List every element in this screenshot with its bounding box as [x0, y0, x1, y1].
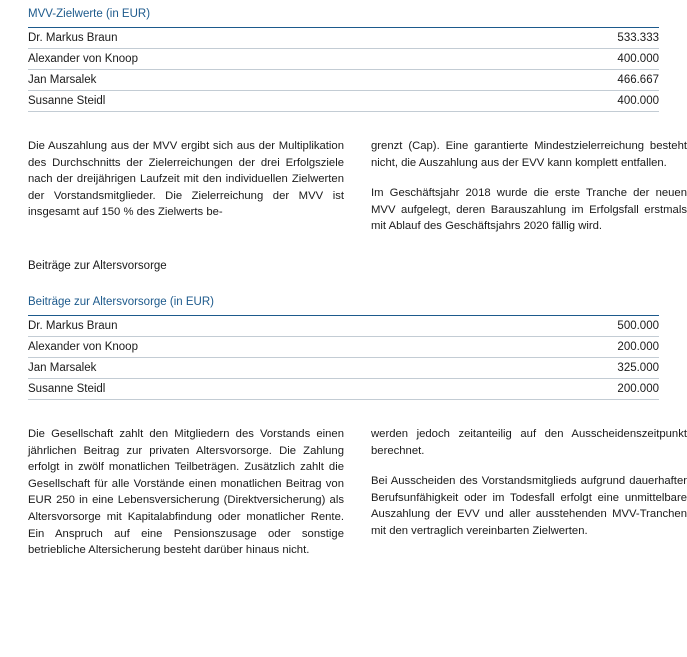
paragraph: werden jedoch zeitanteilig auf den Ausscheidenszeitpunkt berechnet. — [371, 427, 687, 457]
row-name: Susanne Steidl — [28, 378, 486, 399]
table-row — [28, 49, 659, 70]
paragraph: Bei Ausscheiden des Vorstandsmitglieds aufgrund dauerhafter Berufsunfähigkeit oder im Todesfall erfolgt eine unmittelbare Auszahlung der EVV und aller ausstehenden MVV-Tranchen mit den vertraglich vereinbarten Zielwerten. — [371, 475, 687, 537]
row-value: 466.667 — [486, 70, 659, 91]
mvv-right-column — [371, 138, 687, 235]
row-value: 200.000 — [486, 336, 659, 357]
table-row — [28, 357, 659, 378]
paragraph: Die Gesellschaft zahlt den Mitgliedern des Vorstands einen jährlichen Beitrag zur privaten Altersvorsorge. Die Zahlung erfolgt in zwölf monatlichen Teilbeträgen. Zusätzlich zahlt die Gesellschaft für alle Vorstände einen monatlichen Beitrag von EUR 250 in eine Lebensversicherung (Direktversicherung) als Altersvorsorge mit Kapitalabfindung oder monatlicher Rente. Ein Anspruch auf eine Pensionszusage oder sonstige betriebliche Altersicherung besteht darüber hinaus nicht. — [28, 427, 344, 557]
row-name: Alexander von Knoop — [28, 49, 486, 70]
mvv-values-table — [28, 28, 659, 112]
pension-table-caption: Beiträge zur Altersvorsorge (in EUR) — [28, 295, 214, 308]
table-row — [28, 70, 659, 91]
row-value: 200.000 — [486, 378, 659, 399]
paragraph: Im Geschäftsjahr 2018 wurde die erste Tranche der neuen MVV aufgelegt, deren Barauszahlung im Erfolgsfall erstmals mit Ablauf des Geschäftsjahrs 2020 fällig wird. — [371, 187, 687, 233]
mvv-table-caption: MVV-Zielwerte (in EUR) — [28, 8, 151, 20]
row-name: Susanne Steidl — [28, 91, 486, 112]
pension-section-heading: Beiträge zur Altersvorsorge — [28, 259, 167, 272]
pension-text-columns — [28, 426, 687, 559]
pension-values-table — [28, 316, 659, 400]
row-name: Alexander von Knoop — [28, 336, 486, 357]
row-value: 500.000 — [486, 316, 659, 337]
paragraph: Die Auszahlung aus der MVV ergibt sich aus der Multiplikation des Durchschnitts der Zielerreichungen der drei Erfolgsziele nach der dreijährigen Laufzeit mit den individuellen Zielwerten der Vorstandsmitglieder. Die Zielerreichung der MVV ist insgesamt auf 150 % des Zielwerts be- — [28, 140, 344, 219]
table-row — [28, 28, 659, 49]
row-value: 400.000 — [486, 49, 659, 70]
mvv-left-column — [28, 138, 344, 235]
row-name: Dr. Markus Braun — [28, 28, 486, 49]
pension-right-column — [371, 426, 687, 559]
mvv-table-block — [28, 0, 659, 112]
table-row — [28, 378, 659, 399]
table-row — [28, 91, 659, 112]
row-value: 325.000 — [486, 357, 659, 378]
table-row — [28, 316, 659, 337]
row-name: Jan Marsalek — [28, 357, 486, 378]
pension-table-block — [28, 288, 659, 400]
pension-left-column — [28, 426, 344, 559]
paragraph: grenzt (Cap). Eine garantierte Mindestzielerreichung besteht nicht, die Auszahlung aus der EVV kann komplett entfallen. — [371, 140, 687, 169]
row-name: Dr. Markus Braun — [28, 316, 486, 337]
row-value: 400.000 — [486, 91, 659, 112]
table-row — [28, 336, 659, 357]
mvv-text-columns — [28, 138, 687, 235]
row-name: Jan Marsalek — [28, 70, 486, 91]
row-value: 533.333 — [486, 28, 659, 49]
